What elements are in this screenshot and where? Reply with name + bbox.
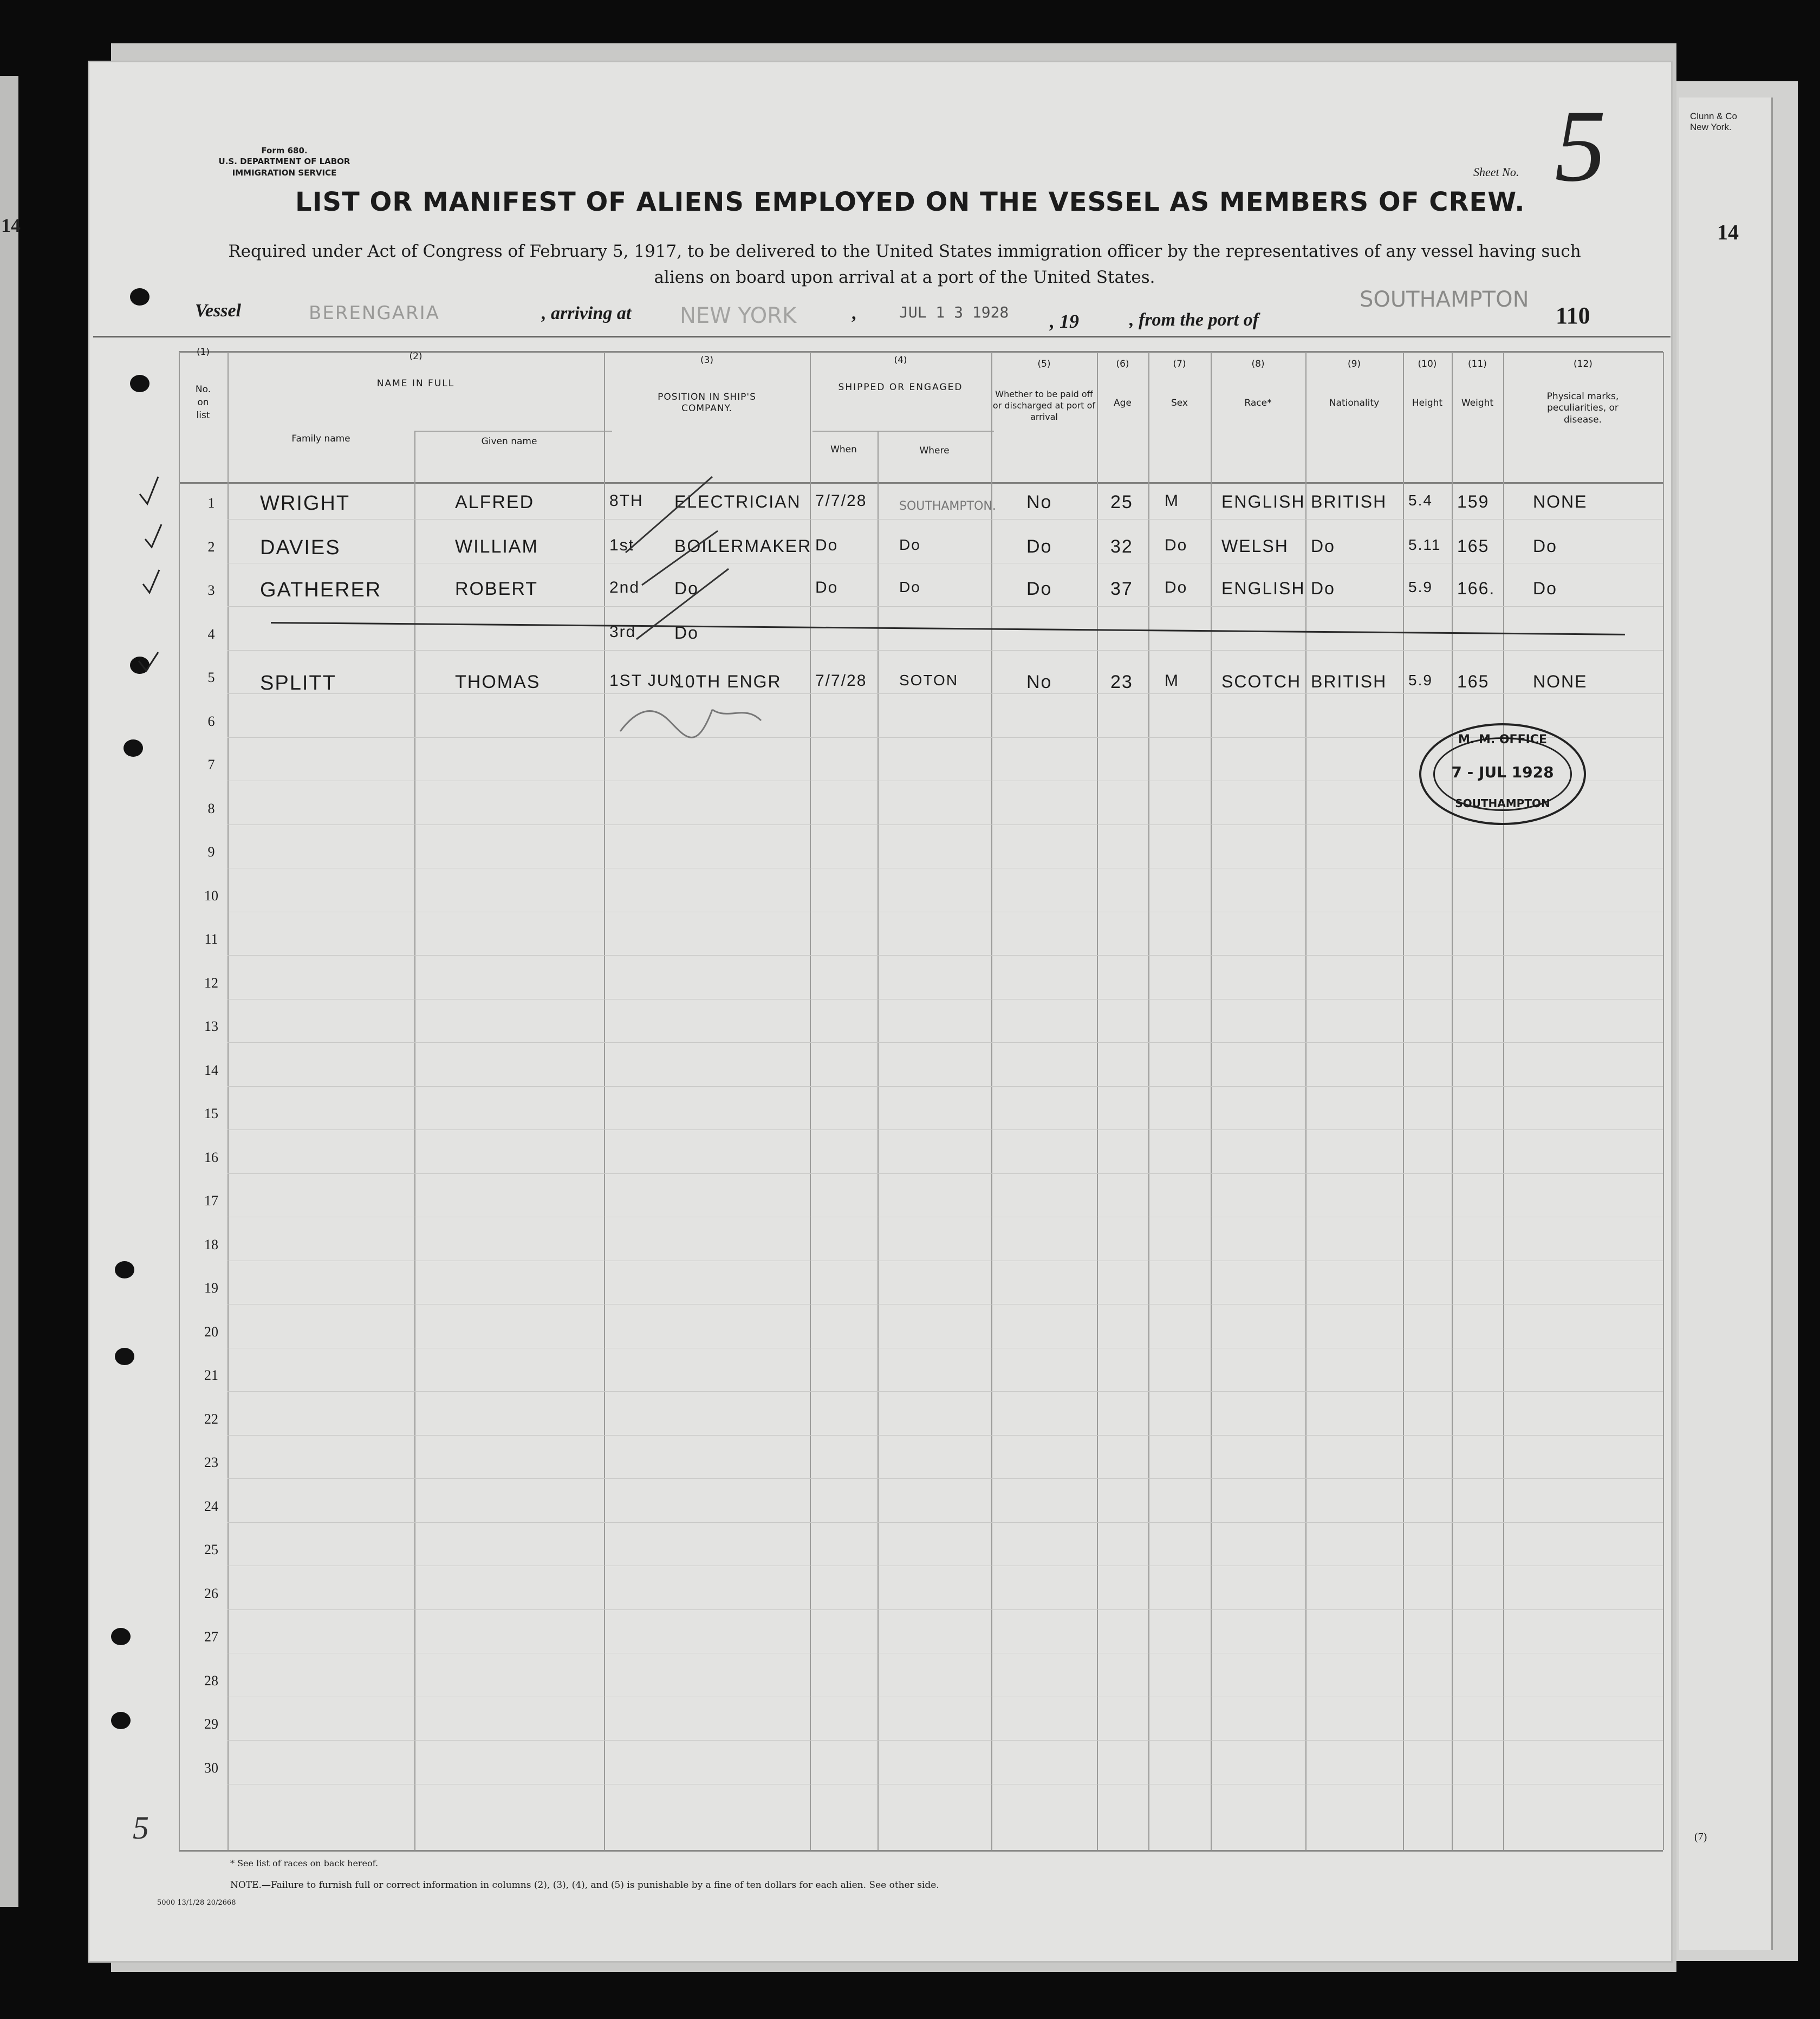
punch-hole <box>111 1712 131 1729</box>
col5-header <box>991 359 1097 423</box>
family-name-header: Family name <box>291 433 350 444</box>
bottom-mark: 5 <box>133 1810 149 1846</box>
subtitle <box>190 238 1620 290</box>
arriving-label: , arriving at <box>542 303 632 323</box>
table-top-border <box>93 336 1670 337</box>
slash-mark <box>642 531 718 585</box>
cell-race: SCOTCH <box>1221 672 1302 691</box>
cell-sex: M <box>1165 492 1179 510</box>
cell-paid: No <box>1026 672 1052 692</box>
col7-header <box>1148 359 1211 408</box>
list-number: 110 <box>1556 302 1590 329</box>
col4-header <box>810 355 991 393</box>
cell-nationality: BRITISH <box>1311 672 1387 691</box>
cell-race: ENGLISH <box>1221 492 1305 511</box>
col-line <box>877 431 879 1850</box>
vessel-name: BERENGARIA <box>309 302 440 324</box>
cell-paid: No <box>1026 492 1052 512</box>
row-number: 2 <box>207 538 215 555</box>
col2-header <box>227 351 604 389</box>
adjacent-page-left <box>0 76 18 1907</box>
row-number: 13 <box>204 1018 218 1034</box>
cell-where: Do <box>899 536 921 553</box>
col-title: Race* <box>1244 398 1272 408</box>
punch-hole <box>111 1628 131 1645</box>
check-icon <box>139 652 158 671</box>
cell-where: Do <box>899 579 921 595</box>
cell-pos_pre: 8TH <box>609 492 644 510</box>
stamp-date: 7 - JUL 1928 <box>1451 763 1554 781</box>
row-grid-line <box>227 1173 1663 1174</box>
cell-age: 37 <box>1110 579 1133 599</box>
row-grid-line <box>227 1478 1663 1479</box>
col8-header <box>1211 359 1305 408</box>
cell-pos_pre: 3rd <box>609 623 636 641</box>
row-number: 20 <box>204 1323 218 1340</box>
form-header <box>206 145 363 178</box>
punch-hole <box>123 739 143 757</box>
row-grid-line <box>227 1129 1663 1130</box>
cell-weight: 166. <box>1457 579 1496 598</box>
col-line <box>1211 352 1212 1850</box>
cell-where: SOTON <box>899 672 959 689</box>
row-number: 30 <box>204 1760 218 1776</box>
row-number: 26 <box>204 1585 218 1601</box>
col-title: Whether to be paid off or discharged at port of arrival <box>992 389 1096 422</box>
cell-height: 5.9 <box>1408 672 1433 689</box>
cell-nationality: Do <box>1311 579 1335 598</box>
row-grid-line <box>227 955 1663 956</box>
cell-race: WELSH <box>1221 536 1289 556</box>
check-icon <box>143 570 159 593</box>
col-line <box>1663 352 1664 1850</box>
col-line <box>991 352 992 1850</box>
col3-header <box>604 355 810 415</box>
row-number: 21 <box>204 1367 218 1383</box>
col9-header <box>1305 359 1403 408</box>
col-title: NAME IN FULL <box>376 378 455 389</box>
row-number: 25 <box>204 1542 218 1557</box>
row-number: 28 <box>204 1672 218 1689</box>
cell-pos_pre: 1st <box>609 536 635 554</box>
col-number: (6) <box>1116 359 1129 369</box>
row-number: 10 <box>204 887 218 904</box>
cell-family: DAVIES <box>260 536 341 559</box>
row-grid-line <box>227 1042 1663 1043</box>
row-number: 3 <box>207 582 215 598</box>
sheet-label: Sheet No. <box>1473 165 1519 179</box>
col-number: (8) <box>1251 359 1265 369</box>
subtitle-line-1: Required under Act of Congress of February 5, 1917, to be delivered to the United States immigration officer by the representatives of any vessel having such <box>228 242 1581 261</box>
cell-height: 5.11 <box>1408 536 1441 553</box>
cell-position: Do <box>674 579 699 598</box>
cell-nationality: BRITISH <box>1311 492 1387 511</box>
row-number: 18 <box>204 1236 218 1252</box>
check-icon <box>145 524 161 547</box>
position-slash-marks <box>604 450 810 753</box>
row-number: 4 <box>207 626 215 642</box>
col-number: (2) <box>409 351 422 362</box>
cell-marks: NONE <box>1533 492 1588 511</box>
col-line <box>1148 352 1149 1850</box>
vessel-label: Vessel <box>195 301 241 321</box>
manifest-page <box>89 62 1671 1961</box>
col-line <box>1503 352 1504 1850</box>
from-label: , from the port of <box>1129 310 1259 330</box>
col-number: (1) <box>196 347 210 358</box>
punch-hole <box>115 1261 134 1278</box>
service: IMMIGRATION SERVICE <box>232 167 337 178</box>
edge-label-2: New York. <box>1690 122 1732 133</box>
edge-label: Clunn & Co <box>1690 111 1737 121</box>
cell-race: ENGLISH <box>1221 579 1305 598</box>
cell-pos_pre: 2nd <box>609 579 640 596</box>
col-line <box>414 431 415 1850</box>
col-line <box>810 352 811 1850</box>
col-number: (11) <box>1468 359 1487 369</box>
comma: , <box>851 303 856 323</box>
row-number: 7 <box>207 757 215 772</box>
check-marks <box>130 460 184 677</box>
col6-header <box>1097 359 1148 408</box>
col-line <box>1452 352 1453 1850</box>
col-line <box>227 352 229 1850</box>
col-title: No. on list <box>195 384 211 421</box>
cell-family: WRIGHT <box>260 492 350 515</box>
row-number: 15 <box>204 1106 218 1121</box>
row-grid-line <box>227 1740 1663 1741</box>
row-grid-line <box>227 693 1663 694</box>
check-icon <box>140 477 158 504</box>
cell-when: 7/7/28 <box>815 672 867 690</box>
footer-note: NOTE.—Failure to furnish full or correct information in columns (2), (3), (4), and (5) is punishable by a fine of ten dollars for each alien. See other side. <box>230 1880 939 1891</box>
col-line <box>1403 352 1404 1850</box>
cell-height: 5.9 <box>1408 579 1433 595</box>
col-number: (4) <box>894 355 907 366</box>
cell-family: SPLITT <box>260 672 336 694</box>
races-note: * See list of races on back hereof. <box>230 1858 379 1868</box>
row-number: 11 <box>204 931 218 947</box>
col10-header <box>1403 359 1452 408</box>
arriving-port: NEW YORK <box>680 303 797 328</box>
row-grid-line <box>227 519 1663 520</box>
slash-mark <box>626 477 712 553</box>
cell-sex: Do <box>1165 536 1188 554</box>
cell-sex: M <box>1165 672 1179 690</box>
cell-position: Do <box>674 623 699 642</box>
col-title: Age <box>1114 398 1132 408</box>
col-line <box>1097 352 1098 1850</box>
row-grid-line <box>227 1609 1663 1610</box>
punch-hole <box>130 288 150 306</box>
row-number: 19 <box>204 1280 218 1296</box>
office-stamp <box>1419 723 1586 825</box>
row-number: 27 <box>204 1629 218 1645</box>
page-title: LIST OR MANIFEST OF ALIENS EMPLOYED ON THE VESSEL AS MEMBERS OF CREW. <box>295 187 1525 217</box>
cell-position: BOILERMAKER <box>674 536 812 556</box>
table-bottom-line <box>179 1850 1663 1852</box>
col-number: (3) <box>700 355 714 366</box>
row-grid-line <box>227 1391 1663 1392</box>
cell-nationality: Do <box>1311 536 1335 556</box>
subtitle-line-2: aliens on board upon arrival at a port of the United States. <box>654 268 1155 288</box>
form-number: Form 680. <box>261 146 308 155</box>
row-number: 22 <box>204 1411 218 1427</box>
edge-number-right: 14 <box>1717 220 1739 244</box>
col-line <box>1305 352 1306 1850</box>
shipped-sub-line <box>812 431 994 432</box>
row-number: 29 <box>204 1716 218 1732</box>
cell-marks: Do <box>1533 579 1557 598</box>
cell-weight: 165 <box>1457 536 1490 556</box>
cell-paid: Do <box>1026 579 1052 599</box>
signature-scribble <box>620 710 761 737</box>
cell-marks: NONE <box>1533 672 1588 691</box>
cell-given: THOMAS <box>455 672 541 692</box>
cell-given: WILLIAM <box>455 536 538 557</box>
row-grid-line <box>227 1435 1663 1436</box>
col-title: Sex <box>1171 398 1188 408</box>
cell-weight: 159 <box>1457 492 1490 511</box>
row-grid-line <box>227 1522 1663 1523</box>
cell-family: GATHERER <box>260 579 382 601</box>
cell-when: Do <box>815 536 838 554</box>
row-number: 12 <box>204 975 218 991</box>
arrival-date: JUL 1 3 1928 <box>899 303 1009 321</box>
stamp-top-text: M. M. OFFICE <box>1458 733 1547 746</box>
row-number: 14 <box>204 1062 218 1078</box>
col-title: POSITION IN SHIP'S COMPANY. <box>658 392 756 414</box>
edge-number-left: 14 <box>1 215 21 236</box>
cell-pos_pre: 1ST JUN <box>609 672 683 690</box>
col-title: Nationality <box>1329 398 1380 408</box>
col-number: (10) <box>1418 359 1437 369</box>
cell-age: 23 <box>1110 672 1133 692</box>
cell-when: Do <box>815 579 838 596</box>
stamp-bottom-text: SOUTHAMPTON <box>1455 797 1550 810</box>
year-label: , 19 <box>1050 310 1079 332</box>
col-title: Weight <box>1461 398 1494 408</box>
col12-header <box>1503 359 1663 426</box>
col11-header <box>1452 359 1503 408</box>
col-title: Height <box>1412 398 1443 408</box>
cell-given: ROBERT <box>455 579 538 599</box>
row-number: 23 <box>204 1455 218 1470</box>
given-name-header: Given name <box>481 436 537 447</box>
row-number: 9 <box>207 844 215 860</box>
edge-text-right <box>1690 111 1737 133</box>
col-number: (9) <box>1347 359 1361 369</box>
sheet-number: 5 <box>1555 89 1606 203</box>
punch-hole <box>115 1348 134 1365</box>
cell-paid: Do <box>1026 536 1052 557</box>
from-port: SOUTHAMPTON <box>1360 287 1529 312</box>
col-title: Physical marks, peculiarities, or disease. <box>1546 391 1619 425</box>
row-number: 16 <box>204 1149 218 1165</box>
cell-position: 10TH ENGR <box>674 672 782 691</box>
row-grid-line <box>227 1086 1663 1087</box>
adjacent-page-right-inner <box>1679 98 1773 1950</box>
print-code: 5000 13/1/28 20/2668 <box>157 1899 236 1907</box>
cell-where: SOUTHAMPTON. <box>899 499 996 513</box>
col-number: (7) <box>1173 359 1186 369</box>
col-number: (12) <box>1574 359 1592 369</box>
row-grid-line <box>227 650 1663 651</box>
row-number: 17 <box>204 1193 218 1209</box>
row-number: 6 <box>207 713 215 729</box>
cell-when: 7/7/28 <box>815 492 867 510</box>
header-bottom-line <box>179 482 1663 484</box>
cell-height: 5.4 <box>1408 492 1433 509</box>
col1-header <box>179 347 227 422</box>
cell-position: ELECTRICIAN <box>674 492 801 511</box>
name-sub-line <box>414 431 612 432</box>
row-grid-line <box>227 606 1663 607</box>
col-title: SHIPPED OR ENGAGED <box>838 382 963 393</box>
cell-age: 25 <box>1110 492 1133 512</box>
row-number: 1 <box>207 495 215 511</box>
where-header: Where <box>919 445 950 456</box>
cell-given: ALFRED <box>455 492 535 512</box>
when-header: When <box>830 444 857 455</box>
cell-marks: Do <box>1533 536 1557 556</box>
row-number: 8 <box>207 800 215 816</box>
row-number: 24 <box>204 1498 218 1514</box>
department: U.S. DEPARTMENT OF LABOR <box>218 157 350 167</box>
punch-hole <box>130 375 150 392</box>
cell-sex: Do <box>1165 579 1188 596</box>
edge-col-label: (7) <box>1694 1831 1707 1843</box>
row-number: 5 <box>207 670 215 685</box>
cell-weight: 165 <box>1457 672 1490 691</box>
cell-age: 32 <box>1110 536 1133 557</box>
col-number: (5) <box>1037 359 1051 369</box>
